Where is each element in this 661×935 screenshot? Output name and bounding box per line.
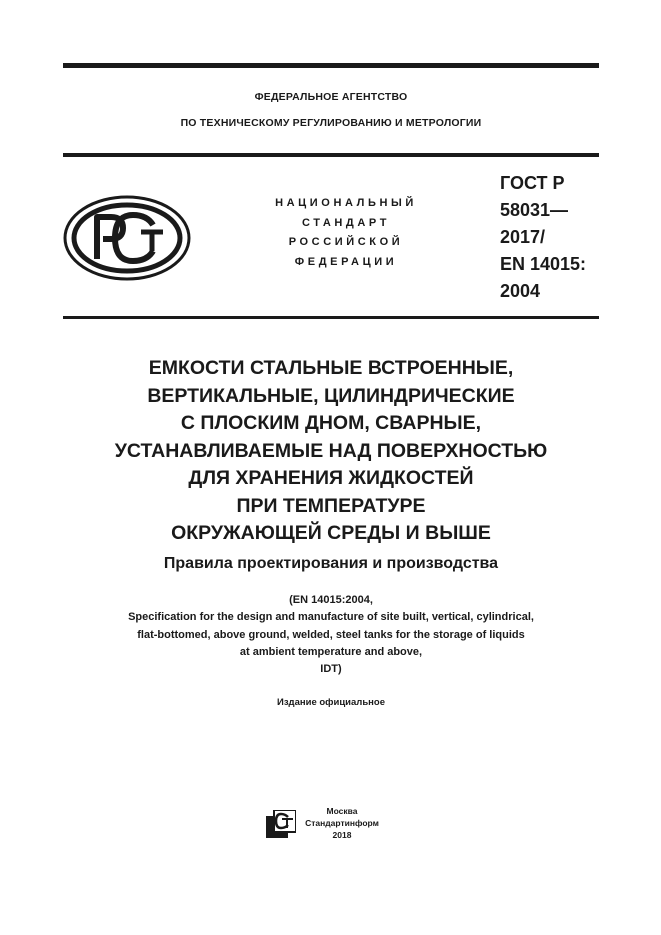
designation-line: 2004 — [500, 281, 541, 301]
edition-label: Издание официальное — [277, 697, 385, 708]
national-line: ФЕДЕРАЦИИ — [294, 255, 398, 268]
title-line: ЕМКОСТИ СТАЛЬНЫЕ ВСТРОЕННЫЕ, — [148, 357, 514, 379]
designation-line: ГОСТ Р — [500, 173, 565, 193]
title-line: ДЛЯ ХРАНЕНИЯ ЖИДКОСТЕЙ — [188, 467, 474, 489]
imprint-publisher: Стандартинформ — [305, 817, 379, 828]
standartinform-logo-icon — [266, 810, 296, 838]
en-reference-line: at ambient temperature and above, — [239, 645, 423, 658]
imprint-city: Москва — [326, 806, 358, 816]
designation-line: EN 14015: — [500, 254, 587, 274]
title-line: С ПЛОСКИМ ДНОМ, СВАРНЫЕ, — [180, 412, 482, 434]
title-line: ОКРУЖАЮЩЕЙ СРЕДЫ И ВЫШЕ — [171, 522, 491, 544]
title-rule — [63, 316, 599, 319]
top-rule — [63, 63, 599, 68]
imprint-year: 2018 — [332, 829, 352, 840]
publisher-imprint — [302, 806, 382, 841]
national-standard-label — [230, 194, 462, 272]
standard-designation — [500, 170, 610, 305]
en-reference-line: IDT) — [320, 663, 342, 676]
en-reference-line: (EN 14015:2004, — [289, 594, 373, 606]
agency-name-line1: ФЕДЕРАЛЬНОЕ АГЕНТСТВО — [254, 91, 408, 103]
designation-line: 2017/ — [500, 227, 546, 247]
header-rule — [63, 153, 599, 157]
national-line: РОССИЙСКОЙ — [288, 236, 404, 248]
designation-line: 58031— — [500, 200, 569, 220]
title-line: УСТАНАВЛИВАЕМЫЕ НАД ПОВЕРХНОСТЬЮ — [114, 439, 548, 462]
en-reference-line: flat-bottomed, above ground, welded, steel tanks for the storage of liquids — [137, 628, 525, 641]
national-line: СТАНДАРТ — [301, 216, 391, 229]
en-reference — [63, 592, 599, 678]
en-reference-line: Specification for the design and manufacture of site built, vertical, cylindrical, — [128, 611, 534, 624]
document-title — [63, 355, 599, 548]
rst-certification-mark-icon — [63, 195, 191, 281]
title-line: ВЕРТИКАЛЬНЫЕ, ЦИЛИНДРИЧЕСКИЕ — [147, 384, 515, 407]
document-subtitle: Правила проектирования и производства — [163, 555, 499, 572]
national-line: НАЦИОНАЛЬНЫЙ — [275, 197, 417, 209]
title-line: ПРИ ТЕМПЕРАТУРЕ — [236, 494, 426, 517]
agency-name-line2: ПО ТЕХНИЧЕСКОМУ РЕГУЛИРОВАНИЮ И МЕТРОЛОГИИ — [180, 117, 482, 129]
